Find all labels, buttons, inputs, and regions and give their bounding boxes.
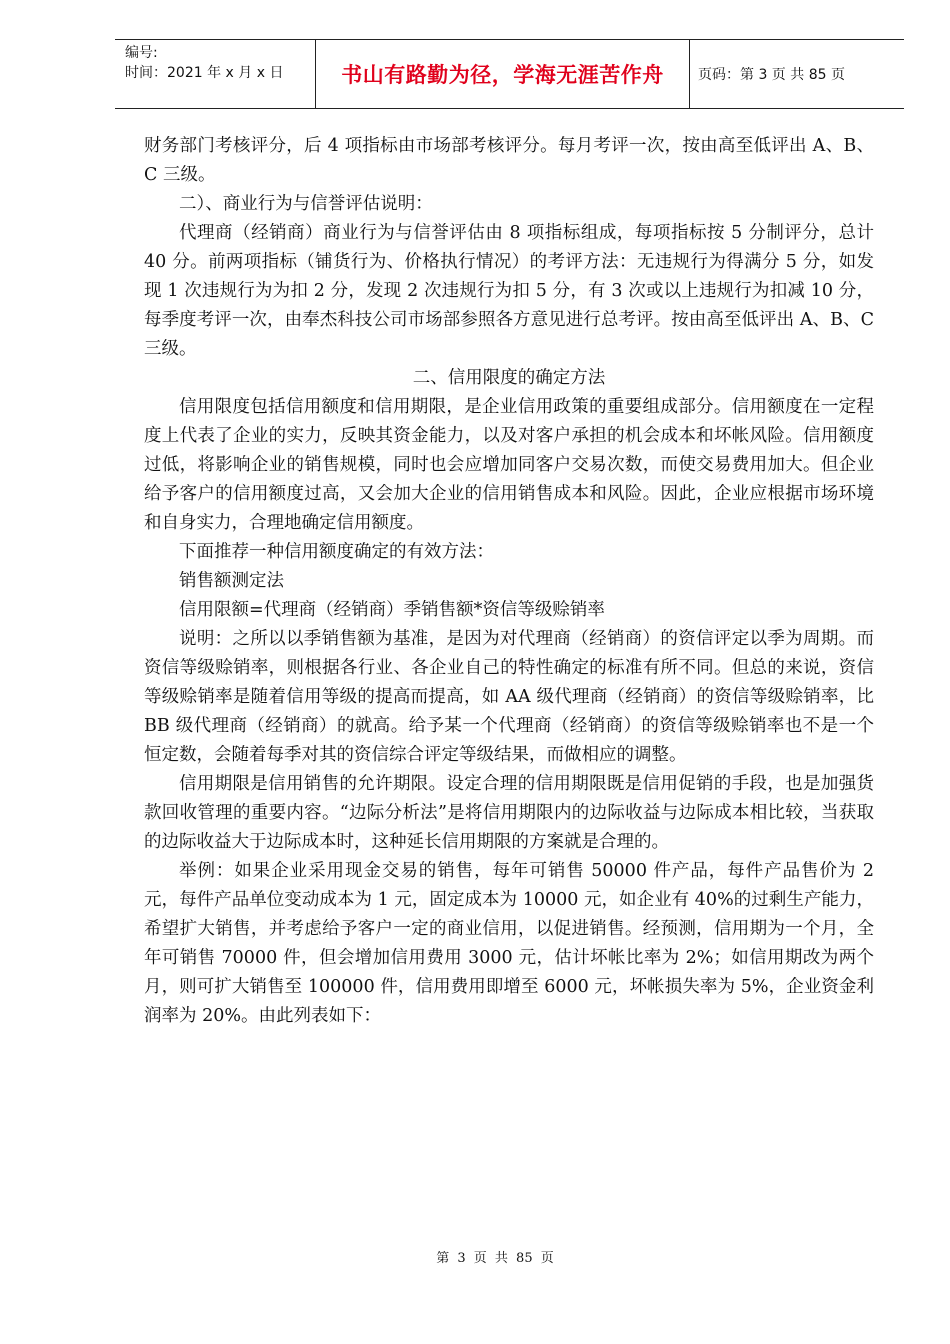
section-subheading: 二）、商业行为与信誉评估说明： <box>179 194 433 214</box>
header-page-number: 页码：第 3 页 共 85 页 <box>698 67 845 83</box>
paragraph: 举例：如果企业采用现金交易的销售，每年可销售 50000 件产品，每件产品售价为 2 元，每件产品单位变动成本为 1 元，固定成本为 10000 元，如企业有 40%的过剩生产能力，希望扩大销售，并考虑给予客户一定的商业信用，以促进销售。经预测，信用期为一个月，全年可销售 70000 件，但会增加信用费用 3000 元，估计坏帐比率为 2%；如信用期改为两个月，则可扩大销售至 100000 件，信用费用即增至 6000 元，坏帐损失率为 5%，企业资金利润率为 20%。由此列表如下： <box>144 861 874 1026</box>
section-heading: 二、信用限度的确定方法 <box>412 368 606 388</box>
header-motto: 书山有路勤为径，学海无涯苦作舟 <box>316 40 690 108</box>
paragraph: 信用期限是信用销售的允许期限。设定合理的信用期限既是信用促销的手段，也是加强货款回收管理的重要内容。“边际分析法”是将信用期限内的边际收益与边际成本相比较，当获取的边际收益大于边际成本时，这种延长信用期限的方案就是合理的。 <box>144 774 874 852</box>
time-label: 时间：2021 年 x 月 x 日 <box>125 65 284 81</box>
header-meta <box>115 40 316 108</box>
paragraph: 信用限度包括信用额度和信用期限，是企业信用政策的重要组成部分。信用额度在一定程度上代表了企业的实力，反映其资金能力，以及对客户承担的机会成本和坏帐风险。信用额度过低，将影响企业的销售规模，同时也会应增加同客户交易次数，而使交易费用加大。但企业给予客户的信用额度过高，又会加大企业的信用销售成本和风险。因此，企业应根据市场环境和自身实力，合理地确定信用额度。 <box>144 397 874 533</box>
paragraph: 代理商（经销商）商业行为与信誉评估由 8 项指标组成，每项指标按 5 分制评分，总计 40 分。前两项指标（铺货行为、价格执行情况）的考评方法：无违规行为得满分 5 分，如发现 1 次违规行为为扣 2 分，发现 2 次违规行为扣 5 分，有 3 次或以上违规行为扣减 10 分，每季度考评一次，由奉杰科技公司市场部参照各方意见进行总考评。按由高至低评出 A、B、C 三级。 <box>144 223 874 359</box>
page-header <box>115 39 904 109</box>
paragraph: 下面推荐一种信用额度确定的有效方法： <box>179 542 494 562</box>
paragraph: 说明：之所以以季销售额为基准，是因为对代理商（经销商）的资信评定以季为周期。而资信等级赊销率，则根据各行业、各企业自己的特性确定的标准有所不同。但总的来说，资信等级赊销率是随着信用等级的提高而提高，如 AA 级代理商（经销商）的资信等级赊销率，比 BB 级代理商（经销商）的就高。给予某一个代理商（经销商）的资信等级赊销率也不是一个恒定数，会随着每季对其的资信综合评定等级结果，而做相应的调整。 <box>144 629 874 765</box>
method-name: 销售额测定法 <box>179 571 284 591</box>
formula: 信用限额=代理商（经销商）季销售额*资信等级赊销率 <box>179 600 605 620</box>
page-footer: 第 3 页 共 85 页 <box>436 1251 554 1266</box>
paragraph: 财务部门考核评分，后 4 项指标由市场部考核评分。每月考评一次，按由高至低评出 A、B、C 三级。 <box>144 136 874 185</box>
document-body <box>144 132 874 1031</box>
number-label: 编号: <box>125 45 158 61</box>
